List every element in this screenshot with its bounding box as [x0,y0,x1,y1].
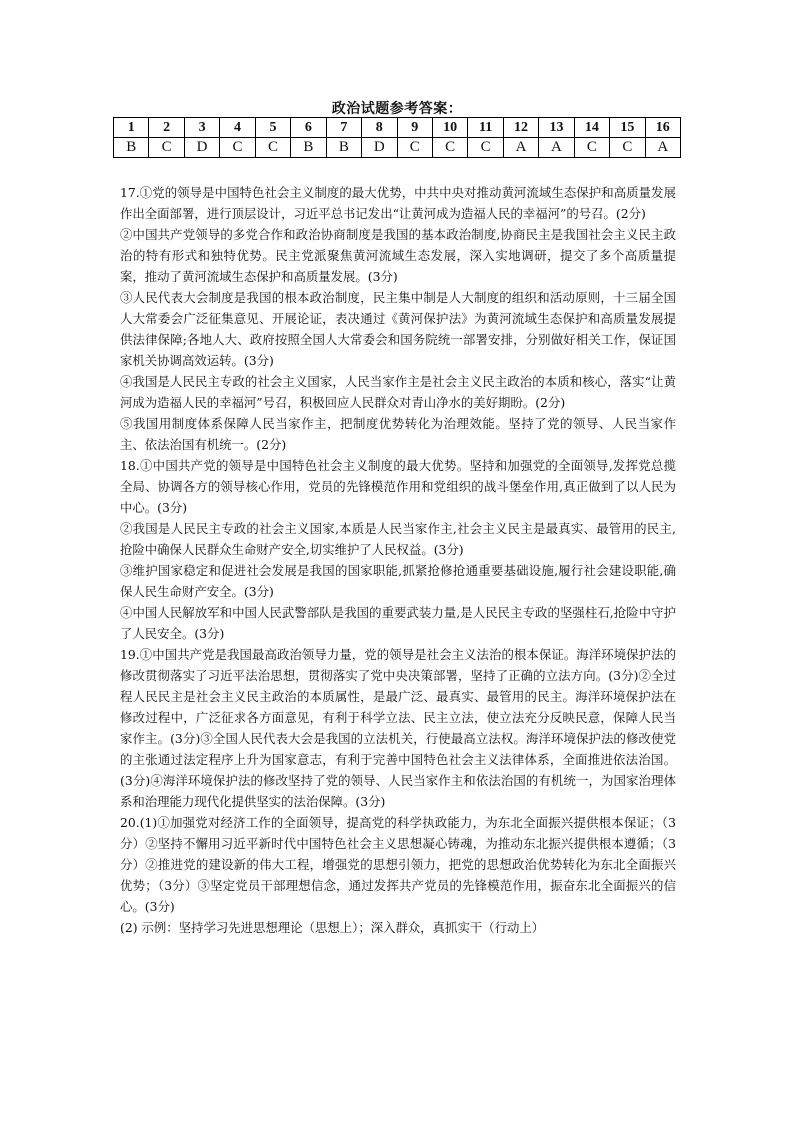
answer-cell: C [397,138,432,158]
question-number-cell: 3 [184,118,219,138]
answer-cell: D [184,138,219,158]
answer-paragraph: ②我国是人民民主专政的社会主义国家,本质是人民当家作主,社会主义民主是最真实、最管用的民主,抢险中确保人民群众生命财产安全,切实维护了人民权益。(3分) [120,521,676,557]
answer-cell: C [574,138,609,158]
answer-paragraph: ②中国共产党领导的多党合作和政治协商制度是我国的基本政治制度,协商民主是我国社会主义民主政治的特有形式和独特优势。民主党派聚焦黄河流域生态发展，深入实地调研，提交了多个高质量提案，推动了黄河流域生态保护和高质量发展。(3分) [120,227,676,284]
question-number-cell: 12 [503,118,538,138]
question-number-cell: 9 [397,118,432,138]
page-title: 政治试题参考答案： [331,101,463,117]
answer-paragraph: ③维护国家稳定和促进社会发展是我国的国家职能,抓紧抢修抢通重要基础设施,履行社会建设职能,确保人民生命财产安全。(3分) [120,563,676,599]
question-number-cell: 11 [468,118,503,138]
question-number-cell: 8 [362,118,397,138]
question-number-cell: 5 [255,118,290,138]
answer-cell: D [362,138,397,158]
question-number-cell: 15 [610,118,645,138]
answer-paragraph: ④我国是人民民主专政的社会主义国家，人民当家作主是社会主义民主政治的本质和核心，落实“让黄河成为造福人民的幸福河”号召，积极回应人民群众对青山净水的美好期盼。(2分) [120,374,676,410]
answer-cell: B [114,138,149,158]
answer-cell: B [326,138,361,158]
question-number-cell: 7 [326,118,361,138]
answer-table [113,117,681,158]
answer-paragraph: (2) 示例：坚持学习先进思想理论（思想上）；深入群众，真抓实干（行动上） [120,920,545,935]
answer-cell: C [468,138,503,158]
answer-cell: C [432,138,467,158]
answer-paragraph: 20.(1)①加强党对经济工作的全面领导，提高党的科学执政能力，为东北全面振兴提供根本保证；（3分）②坚持不懈用习近平新时代中国特色社会主义思想凝心铸魂，为推动东北振兴提供根本遵循；（3分）②推进党的建设新的伟大工程，增强党的思想引领力，把党的思想政治优势转化为东北全面振兴优势；（3分）③坚定党员干部理想信念，通过发挥共产党员的先锋模范作用，振奋东北全面振兴的信心。(3分) [120,815,676,914]
answer-paragraph: ④中国人民解放军和中国人民武警部队是我国的重要武装力量,是人民民主专政的坚强柱石,抢险中守护了人民安全。(3分) [120,605,676,641]
question-number-row [114,118,681,138]
answer-paragraph: ③人民代表大会制度是我国的根本政治制度，民主集中制是人大制度的组织和活动原则，十三届全国人大常委会广泛征集意见、开展论证，表决通过《黄河保护法》为黄河流域生态保护和高质量发展提供法律保障;各地人大、政府按照全国人大常委会和国务院统一部署安排，分别做好相关工作，保证国家机关协调高效运转。(3分) [120,290,676,368]
question-number-cell: 4 [220,118,255,138]
answer-cell: B [291,138,326,158]
answer-cell: C [610,138,645,158]
answer-cell: A [539,138,574,158]
answer-cell: C [255,138,290,158]
question-number-cell: 2 [149,118,184,138]
answer-row [114,138,681,158]
question-number-cell: 13 [539,118,574,138]
question-number-cell: 6 [291,118,326,138]
answer-paragraph: ⑤我国用制度体系保障人民当家作主，把制度优势转化为治理效能。坚持了党的领导、人民当家作主、依法治国有机统一。(2分) [120,416,676,452]
question-number-cell: 10 [432,118,467,138]
answer-paragraph: 19.①中国共产党是我国最高政治领导力量，党的领导是社会主义法治的根本保证。海洋环境保护法的修改贯彻落实了习近平法治思想，贯彻落实了党中央决策部署，坚持了正确的立法方向。(3分)②全过程人民民主是社会主义民主政治的本质属性，是最广泛、最真实、最管用的民主。海洋环境保护法在修改过程中，广泛征求各方面意见，有利于科学立法、民主立法，使立法充分反映民意，保障人民当家作主。(3分)③全国人民代表大会是我国的立法机关，行使最高立法权。海洋环境保护法的修改使党的主张通过法定程序上升为国家意志，有利于完善中国特色社会主义法律体系，全面推进依法治国。(3分)④海洋环境保护法的修改坚持了党的领导、人民当家作主和依法治国的有机统一，为国家治理体系和治理能力现代化提供坚实的法治保障。(3分) [120,647,676,809]
answer-cell: C [149,138,184,158]
question-number-cell: 16 [645,118,680,138]
answer-cell: A [645,138,680,158]
question-number-cell: 14 [574,118,609,138]
answer-cell: C [220,138,255,158]
answer-cell: A [503,138,538,158]
question-number-cell: 1 [114,118,149,138]
answer-paragraph: 18.①中国共产党的领导是中国特色社会主义制度的最大优势。坚持和加强党的全面领导,发挥党总揽全局、协调各方的领导核心作用，党员的先锋模范作用和党组织的战斗堡垒作用,真正做到了以人民为中心。(3分) [120,458,676,515]
answer-explanations [120,182,676,938]
answer-paragraph: 17.①党的领导是中国特色社会主义制度的最大优势，中共中央对推动黄河流域生态保护和高质量发展作出全面部署，进行顶层设计，习近平总书记发出“让黄河成为造福人民的幸福河”的号召。(2分) [120,185,676,221]
